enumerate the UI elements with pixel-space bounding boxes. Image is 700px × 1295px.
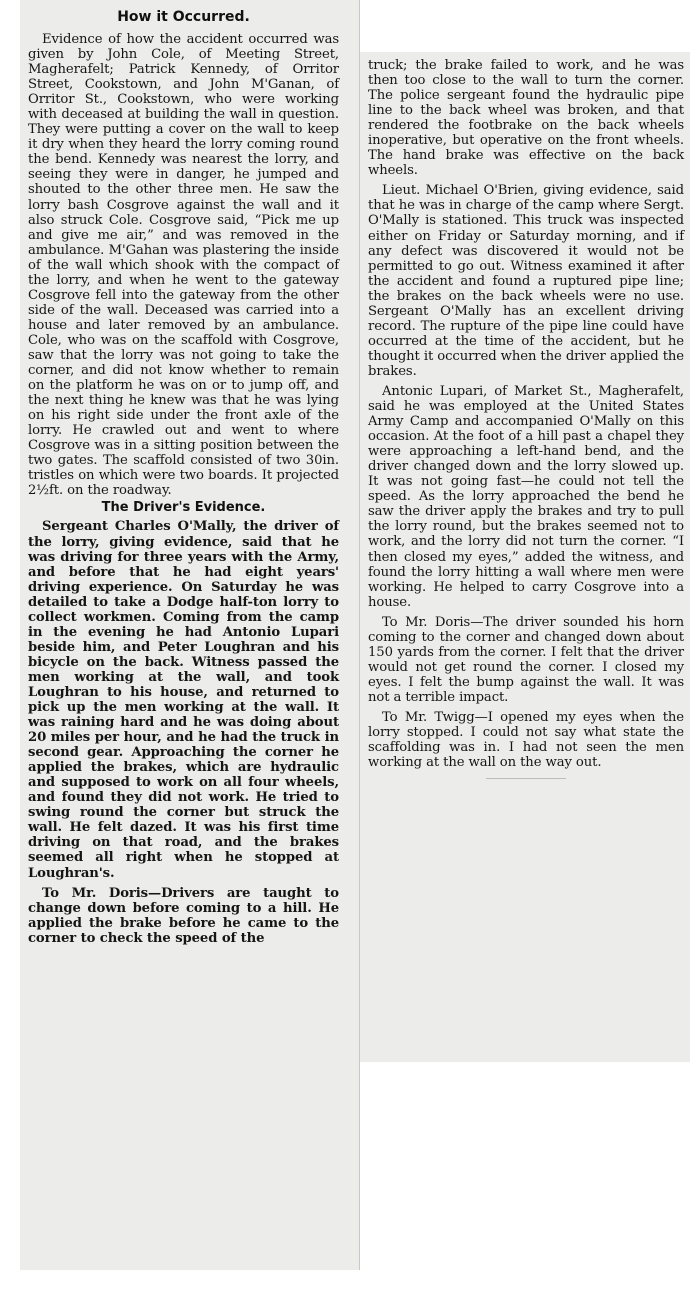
paragraph-passenger-evidence: Antonic Lupari, of Market St., Magherafelt, said he was employed at the United States Army Camp and accompanied O'Mally on this occasion. At the foot of a hill past a chapel they were approaching a left-hand bend, and the driver changed down and the lorry slowed up. It was not going fast—he could not tell the speed. As the lorry approached the bend he saw the driver apply the brakes and try to pull the lorry round, but the brakes seemed not to work, and the lorry did not turn the corner. “I then closed my eyes,” added the witness, and found the lorry hitting a wall where men were working. He helped to carry Cosgrove into a house. — [368, 383, 684, 610]
paragraph-doris-question: To Mr. Doris—The driver sounded his horn coming to the corner and changed down about 150 yards from the corner. I felt that the driver would not get round the corner. I closed my eyes. I felt the bump against the wall. It was not a terrible impact. — [368, 614, 684, 705]
paragraph-driver-evidence: Sergeant Charles O'Mally, the driver of the lorry, giving evidence, said that he was driving for three years with the Army, and before that he had eight years' driving experience. On Saturday he was detailed to take a Dodge half-ton lorry to collect workmen. Coming from the camp in the evening he had Antonio Lupari beside him, and Peter Loughran and his bicycle on the back. Witness passed the men working at the wall, and took Loughran to his house, and returned to pick up the men working at the wall. It was raining hard and he was doing about 20 miles per hour, and he had the truck in second gear. Approaching the corner he applied the brakes, which are hydraulic and supposed to work on all four wheels, and found they did not work. He tried to swing round the corner but struck the wall. He felt dazed. It was his first time driving on that road, and the brakes seemed all right when he stopped at Loughran's. — [28, 519, 339, 881]
section-subheading: The Driver's Evidence. — [101, 500, 266, 516]
left-column — [20, 0, 360, 1270]
paragraph-cross-examination-doris: To Mr. Doris—Drivers are taught to change down before coming to a hill. He applied the brake before he came to the corner to check the speed of the — [28, 885, 339, 946]
paragraph-continuation: truck; the brake failed to work, and he was then too close to the wall to turn the corner. The police sergeant found the hydraulic pipe line to the back wheel was broken, and that rendered the footbrake on the back wheels inoperative, but operative on the front wheels. The hand brake was effective on the back wheels. — [368, 58, 684, 179]
paragraph-eyewitness-evidence: Evidence of how the accident occurred was given by John Cole, of Meeting Street, Magherafelt; Patrick Kennedy, of Orritor Street, Cookstown, and John M'Ganan, of Orritor St., Cookstown, who were working with deceased at building the wall in question. They were putting a cover on the wall to keep it dry when they heard the lorry coming round the bend. Kennedy was nearest the lorry, and seeing they were in danger, he jumped and shouted to the other three men. He saw the lorry bash Cosgrove against the wall and it also struck Cole. Cosgrove said, “Pick me up and give me air,” and was removed in the ambulance. M'Gahan was plastering the inside of the wall which shook with the compact of the lorry, and when he went to the gateway Cosgrove fell into the gateway from the other side of the wall. Deceased was carried into a house and later removed by an ambulance. Cole, who was on the scaffold with Cosgrove, saw that the lorry was not going to take the corner, and did not know whether to remain on the platform he was on or to jump off, and the next thing he knew was that he was lying on his right side under the front axle of the lorry. He crawled out and went to where Cosgrove was in a sitting position between the two gates. The scaffold consisted of two 30in. tristles on which were two boards. It projected 2½ft. on the roadway. — [28, 32, 339, 499]
right-column — [360, 52, 690, 1062]
article-headline: How it Occurred. — [117, 9, 250, 25]
paragraph-twigg-question: To Mr. Twigg—I opened my eyes when the lorry stopped. I could not say what state the scaffolding was in. I had not seen the men working at the wall on the way out. — [368, 709, 684, 771]
paragraph-lieutenant-evidence: Lieut. Michael O'Brien, giving evidence, said that he was in charge of the camp where Sergt. O'Mally is stationed. This truck was inspected either on Friday or Saturday morning, and if any defect was discovered it would not be permitted to go out. Witness examined it after the accident and found a ruptured pipe line; the brakes on the back wheels were no use. Sergeant O'Mally has an excellent driving record. The rupture of the pipe line could have occurred at the time of the accident, but he thought it occurred when the driver applied the brakes. — [368, 183, 684, 379]
end-rule-divider — [486, 778, 566, 779]
